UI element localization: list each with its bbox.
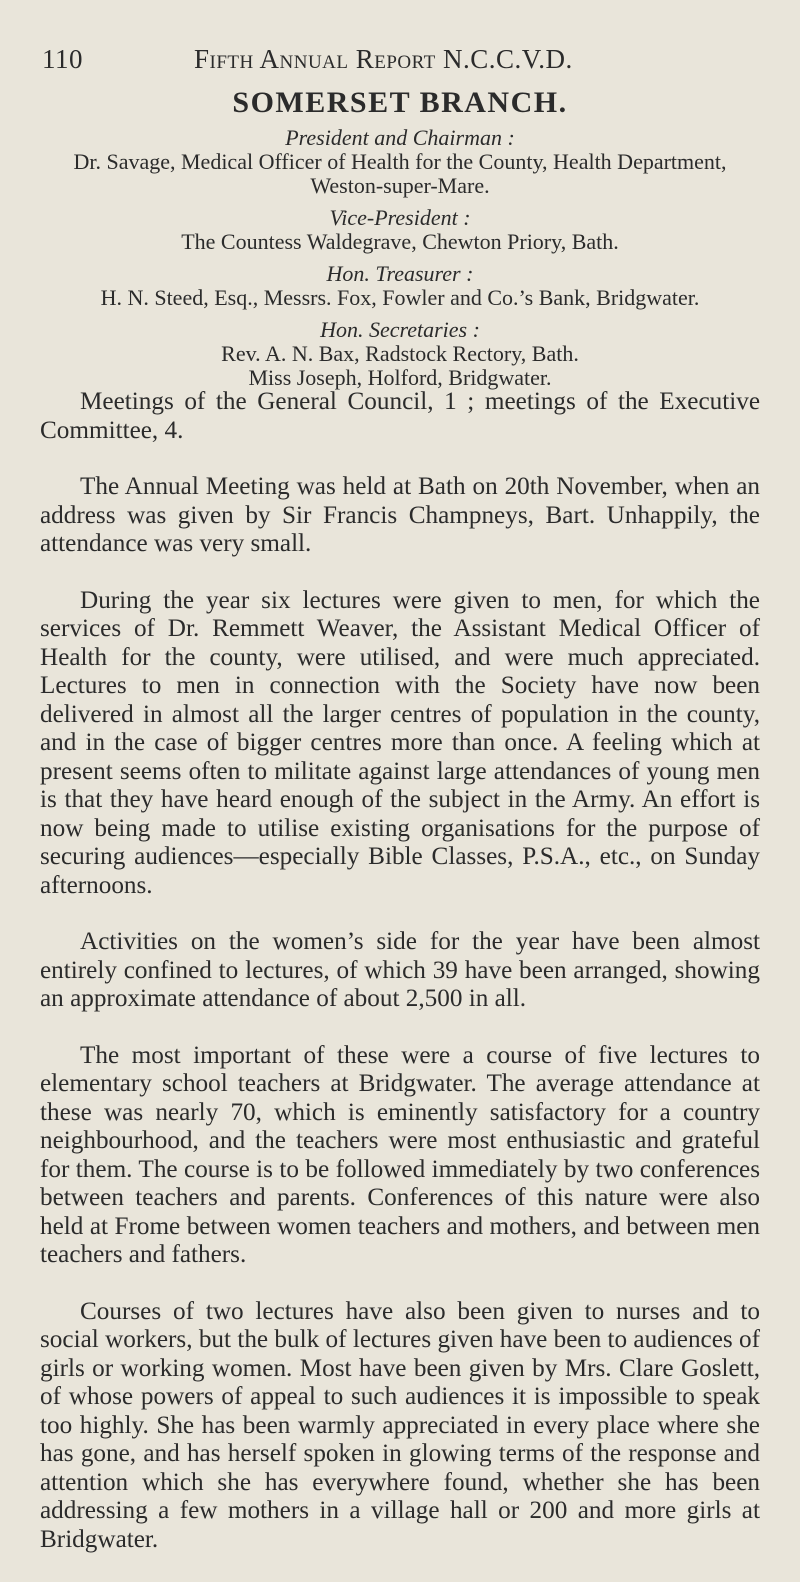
secretaries-role: Hon. Secretaries : <box>320 317 480 342</box>
report-title: Fifth Annual Report N.C.C.V.D. <box>194 44 573 74</box>
page-number: 110 <box>42 44 83 74</box>
paragraph-annual-meeting: The Annual Meeting was held at Bath on 20th November, when an address was given by Sir Francis Champneys, Bart. Unhappily, the attendance was very small. <box>40 473 760 557</box>
secretary-detail: Miss Joseph, Holford, Bridgwater. <box>248 365 552 390</box>
paragraph-lectures-to-men: During the year six lectures were given to men, for which the services of Dr. Remmett Weaver, the Assistant Medical Officer of Health for the county, were utilised, and were much appreciated. Lectures to men in connection with the Society have now been delivered in almost all the larger centres of population in the county, and in the case of bigger centres more than once. A feeling which at present seems often to militate against large attendances of young men is that they have heard enough of the subject in the Army. An effort is now being made to utilise existing organisations for the purpose of securing audiences—especially Bible Classes, P.S.A., etc., on Sunday afternoons. <box>40 586 760 899</box>
vice-president-role: Vice-President : <box>329 205 471 230</box>
president-role: President and Chairman : <box>285 125 515 150</box>
paragraph-womens-activities: Activities on the women’s side for the year have been almost entirely confined to lectures, of which 39 have been arranged, showing an approximate attendance of about 2,500 in all. <box>40 928 760 1012</box>
paragraph-meetings: Meetings of the General Council, 1 ; meetings of the Executive Committee, 4. <box>40 388 760 444</box>
officers-list <box>0 126 800 390</box>
running-head <box>42 44 760 84</box>
paragraph-nurses-courses: Courses of two lectures have also been given to nurses and to social workers, but the bulk of lectures given have been to audiences of girls or working women. Most have been given by Mrs. Clare Goslett, of whose powers of appeal to such audiences it is impossible to speak too highly. She has been warmly appreciated in every place where she has gone, and has herself spoken in glowing terms of the response and attention which she has everywhere found, whether she has been addressing a few mothers in a village hall or 200 and more girls at Bridgwater. <box>40 1297 760 1553</box>
branch-heading: SOMERSET BRANCH. <box>232 86 568 119</box>
secretary-detail: Rev. A. N. Bax, Radstock Rectory, Bath. <box>221 341 579 366</box>
treasurer-role: Hon. Treasurer : <box>326 261 474 286</box>
vice-president-detail: The Countess Waldegrave, Chewton Priory, Bath. <box>181 229 619 254</box>
president-detail-line: Dr. Savage, Medical Officer of Health for the County, Health Department, <box>73 149 727 174</box>
president-detail-line: Weston-super-Mare. <box>310 173 490 198</box>
treasurer-detail: H. N. Steed, Esq., Messrs. Fox, Fowler and Co.’s Bank, Bridgwater. <box>100 285 700 310</box>
body-text <box>40 388 760 1582</box>
paragraph-teachers-course: The most important of these were a course of five lectures to elementary school teachers at Bridgwater. The average attendance at these was nearly 70, which is eminently satisfactory for a country neighbourhood, and the teachers were most enthusiastic and grateful for them. The course is to be followed immediately by two conferences between teachers and parents. Conferences of this nature were also held at Frome between women teachers and mothers, and between men teachers and fathers. <box>40 1041 760 1268</box>
